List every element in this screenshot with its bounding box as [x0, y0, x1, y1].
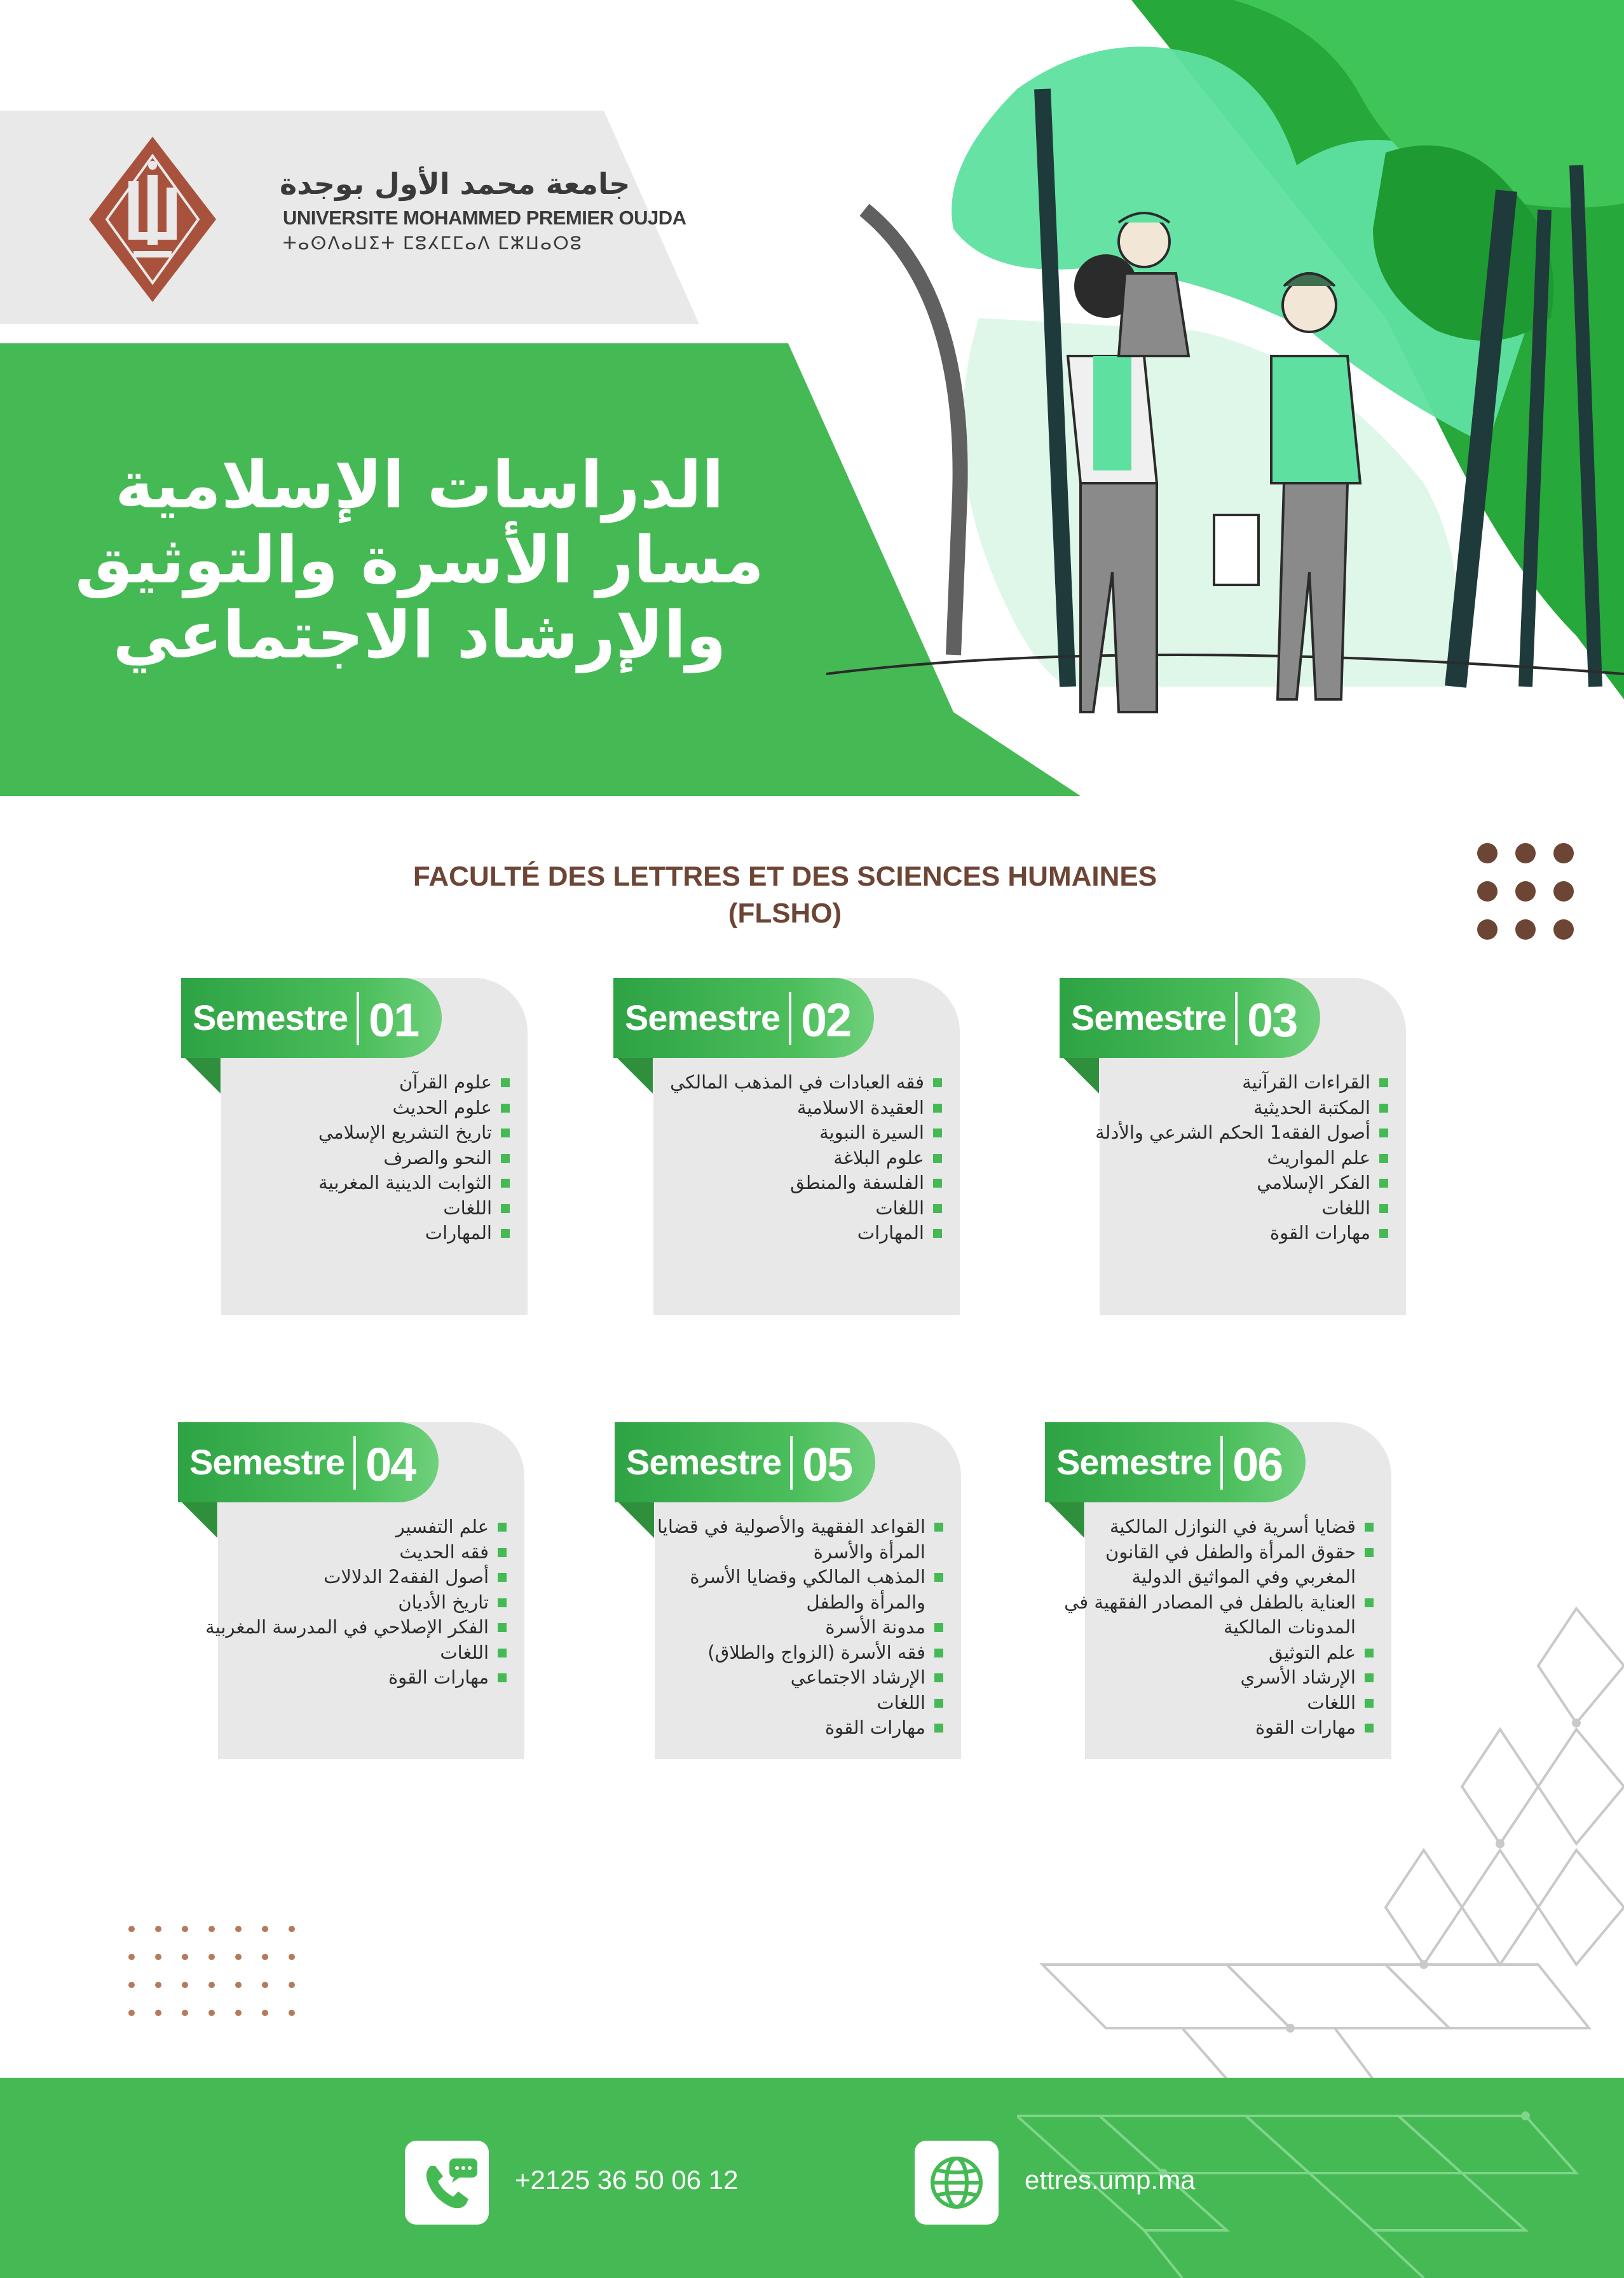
course-item: فقه الحديث: [193, 1540, 510, 1565]
title-line-2: مسار الأسرة والتوثيق: [75, 523, 764, 598]
course-item: تاريخ التشريع الإسلامي: [196, 1120, 514, 1146]
course-item: علوم الحديث: [196, 1095, 514, 1121]
university-name-tifinagh: ⵜⴰⵙⴷⴰⵡⵉⵜ ⵎⵓⵃⵎⵎⴰⴷ ⵎⵣⵡⴰⵔⵓ: [283, 233, 583, 254]
course-list: [193, 1514, 510, 1691]
phone-icon-box: [405, 2141, 489, 2225]
university-logo: [89, 137, 216, 302]
semester-tab: Semestre 05: [615, 1422, 875, 1502]
course-item: قضايا أسرية في النوازل المالكية: [1060, 1514, 1377, 1540]
course-item: اللغات: [629, 1691, 947, 1716]
course-item: الفلسفة والمنطق: [628, 1170, 946, 1196]
course-item: العقيدة الاسلامية: [628, 1095, 946, 1121]
course-list: [628, 1070, 946, 1246]
semester-card-3: [1060, 978, 1406, 1315]
course-item: علم المواريث: [1074, 1146, 1392, 1171]
course-item: مهارات القوة: [1074, 1221, 1392, 1246]
course-item: السيرة النبوية: [628, 1120, 946, 1146]
phone-chat-icon: [405, 2141, 489, 2225]
course-item: اللغات: [1074, 1196, 1392, 1221]
semester-number: 03: [1247, 994, 1297, 1046]
course-item: مهارات القوة: [629, 1715, 947, 1741]
semester-tab: Semestre 04: [178, 1422, 439, 1502]
semester-number: 01: [369, 994, 419, 1046]
course-item: الإرشاد الأسري: [1060, 1665, 1377, 1691]
course-item: اللغات: [196, 1196, 514, 1221]
course-item: المهارات: [628, 1221, 946, 1246]
program-title: [70, 448, 769, 673]
course-item: علوم القرآن: [196, 1070, 514, 1095]
course-item: القواعد الفقهية والأصولية في قضايا المرأة والأسرة: [629, 1514, 947, 1565]
course-item: مدونة الأسرة: [629, 1615, 947, 1640]
semester-tab: Semestre 01: [181, 978, 442, 1058]
course-item: النحو والصرف: [196, 1146, 514, 1171]
course-item: علوم البلاغة: [628, 1146, 946, 1171]
university-name-arabic: جامعة محمد الأول بوجدة: [280, 167, 631, 201]
faculty-name: FACULTÉ DES LETTRES ET DES SCIENCES HUMAINES: [413, 861, 1157, 892]
globe-icon: [915, 2141, 999, 2225]
semester-number: 02: [801, 994, 851, 1046]
course-item: أصول الفقه1 الحكم الشرعي والأدلة: [1074, 1120, 1392, 1146]
course-item: الإرشاد الاجتماعي: [629, 1665, 947, 1691]
course-item: تاريخ الأديان: [193, 1590, 510, 1616]
course-list: [629, 1514, 947, 1741]
phone-number[interactable]: +2125 36 50 06 12: [515, 2165, 739, 2195]
course-item: المهارات: [196, 1221, 514, 1246]
semester-card-4: [178, 1422, 524, 1759]
course-item: علم التوثيق: [1060, 1640, 1377, 1666]
website-link[interactable]: ettres.ump.ma: [1025, 2165, 1196, 2195]
globe-icon-box: [915, 2141, 999, 2225]
course-item: فقه الأسرة (الزواج والطلاق): [629, 1640, 947, 1666]
course-item: الثوابت الدينية المغربية: [196, 1170, 514, 1196]
course-item: حقوق المرأة والطفل في القانون المغربي وفي المواثيق الدولية: [1060, 1540, 1377, 1590]
decorative-dots: [1475, 841, 1576, 942]
semester-card-1: [181, 978, 528, 1315]
semester-card-2: [613, 978, 960, 1315]
semester-tab: Semestre 06: [1045, 1422, 1306, 1502]
semester-number: 04: [365, 1438, 416, 1491]
title-line-3: والإرشاد الاجتماعي: [113, 598, 727, 673]
semester-card-5: [615, 1422, 961, 1759]
course-item: اللغات: [1060, 1691, 1377, 1716]
course-item: الفكر الإصلاحي في المدرسة المغربية: [193, 1615, 510, 1640]
semester-number: 05: [802, 1438, 852, 1491]
semester-tab: Semestre 03: [1060, 978, 1320, 1058]
course-item: علم التفسير: [193, 1514, 510, 1540]
course-item: مهارات القوة: [193, 1665, 510, 1691]
university-name-french: UNIVERSITE MOHAMMED PREMIER OUJDA: [283, 207, 686, 229]
semester-tab: Semestre 02: [613, 978, 874, 1058]
geometric-pattern: [1017, 1558, 1624, 2079]
course-item: اللغات: [193, 1640, 510, 1666]
course-list: [1074, 1070, 1392, 1246]
semester-number: 06: [1232, 1438, 1283, 1491]
course-item: القراءات القرآنية: [1074, 1070, 1392, 1095]
course-list: [196, 1070, 514, 1246]
decorative-dots: [124, 1921, 302, 2023]
course-item: أصول الفقه2 الدلالات: [193, 1565, 510, 1590]
faculty-title: [318, 858, 1252, 932]
course-item: مهارات القوة: [1060, 1715, 1377, 1741]
course-item: فقه العبادات في المذهب المالكي: [628, 1070, 946, 1095]
course-item: اللغات: [628, 1196, 946, 1221]
course-item: المذهب المالكي وقضايا الأسرة والمرأة والطفل: [629, 1565, 947, 1615]
course-item: الفكر الإسلامي: [1074, 1170, 1392, 1196]
course-item: العناية بالطفل في المصادر الفقهية في المدونات المالكية: [1060, 1590, 1377, 1640]
faculty-abbreviation: (FLSHO): [728, 898, 842, 929]
course-item: المكتبة الحديثية: [1074, 1095, 1392, 1121]
family-walking-illustration: [750, 0, 1624, 814]
title-line-1: الدراسات الإسلامية: [115, 448, 724, 523]
